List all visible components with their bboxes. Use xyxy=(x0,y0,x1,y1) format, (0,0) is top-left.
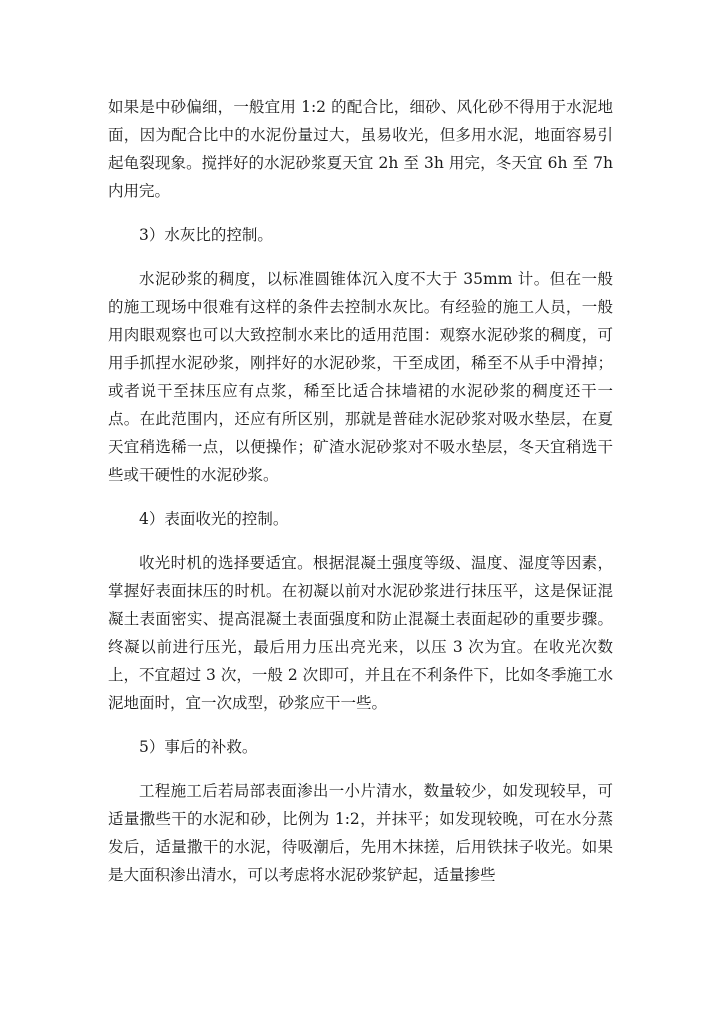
heading-water-cement-ratio: 3）水灰比的控制。 xyxy=(139,226,273,244)
paragraph-remediation: 工程施工后若局部表面渗出一小片清水，数量较少，如发现较早，可适量撒些干的水泥和砂，比例为 1:2，并抹平；如发现较晚，可在水分蒸发后，适量撒干的水泥，待吸潮后，先用木抹搓，后用铁抹子收光。如果是大面积渗出清水，可以考虑将水泥砂浆铲起，适量掺些 xyxy=(108,782,613,884)
document-body xyxy=(108,93,613,905)
paragraph-mortar-consistency: 水泥砂浆的稠度，以标准圆锥体沉入度不大于 35mm 计。但在一般的施工现场中很难有这样的条件去控制水灰比。有经验的施工人员，一般用肉眼观察也可以大致控制水来比的适用范围：观察水泥砂浆的稠度，可用手抓捏水泥砂浆，刚拌好的水泥砂浆，干至成团，稀至不从手中滑掉；或者说干至抹压应有点浆，稀至比适合抹墙裙的水泥砂浆的稠度还干一点。在此范围内，还应有所区别，那就是普硅水泥砂浆对吸水垫层，在夏天宜稍选稀一点，以便操作；矿渣水泥砂浆对不吸水垫层，冬天宜稍选干些或干硬性的水泥砂浆。 xyxy=(108,270,613,484)
heading-remediation: 5）事后的补救。 xyxy=(139,738,258,756)
paragraph-finishing-timing: 收光时机的选择要适宜。根据混凝土强度等级、温度、湿度等因素，掌握好表面抹压的时机。在初凝以前对水泥砂浆进行抹压平，这是保证混凝土表面密实、提高混凝土表面强度和防止混凝土表面起砂的重要步骤。终凝以前进行压光，最后用力压出亮光来，以压 3 次为宜。在收光次数上，不宜超过 3 次，一般 2 次即可，并且在不利条件下，比如冬季施工水泥地面时，宜一次成型，砂浆应干一些。 xyxy=(108,554,613,712)
heading-surface-finishing: 4）表面收光的控制。 xyxy=(139,510,289,528)
paragraph-mix-ratio: 如果是中砂偏细，一般宜用 1:2 的配合比，细砂、风化砂不得用于水泥地面，因为配合比中的水泥份量过大，虽易收光，但多用水泥，地面容易引起龟裂现象。搅拌好的水泥砂浆夏天宜 2h 至 3h 用完，冬天宜 6h 至 7h 内用完。 xyxy=(108,98,613,200)
